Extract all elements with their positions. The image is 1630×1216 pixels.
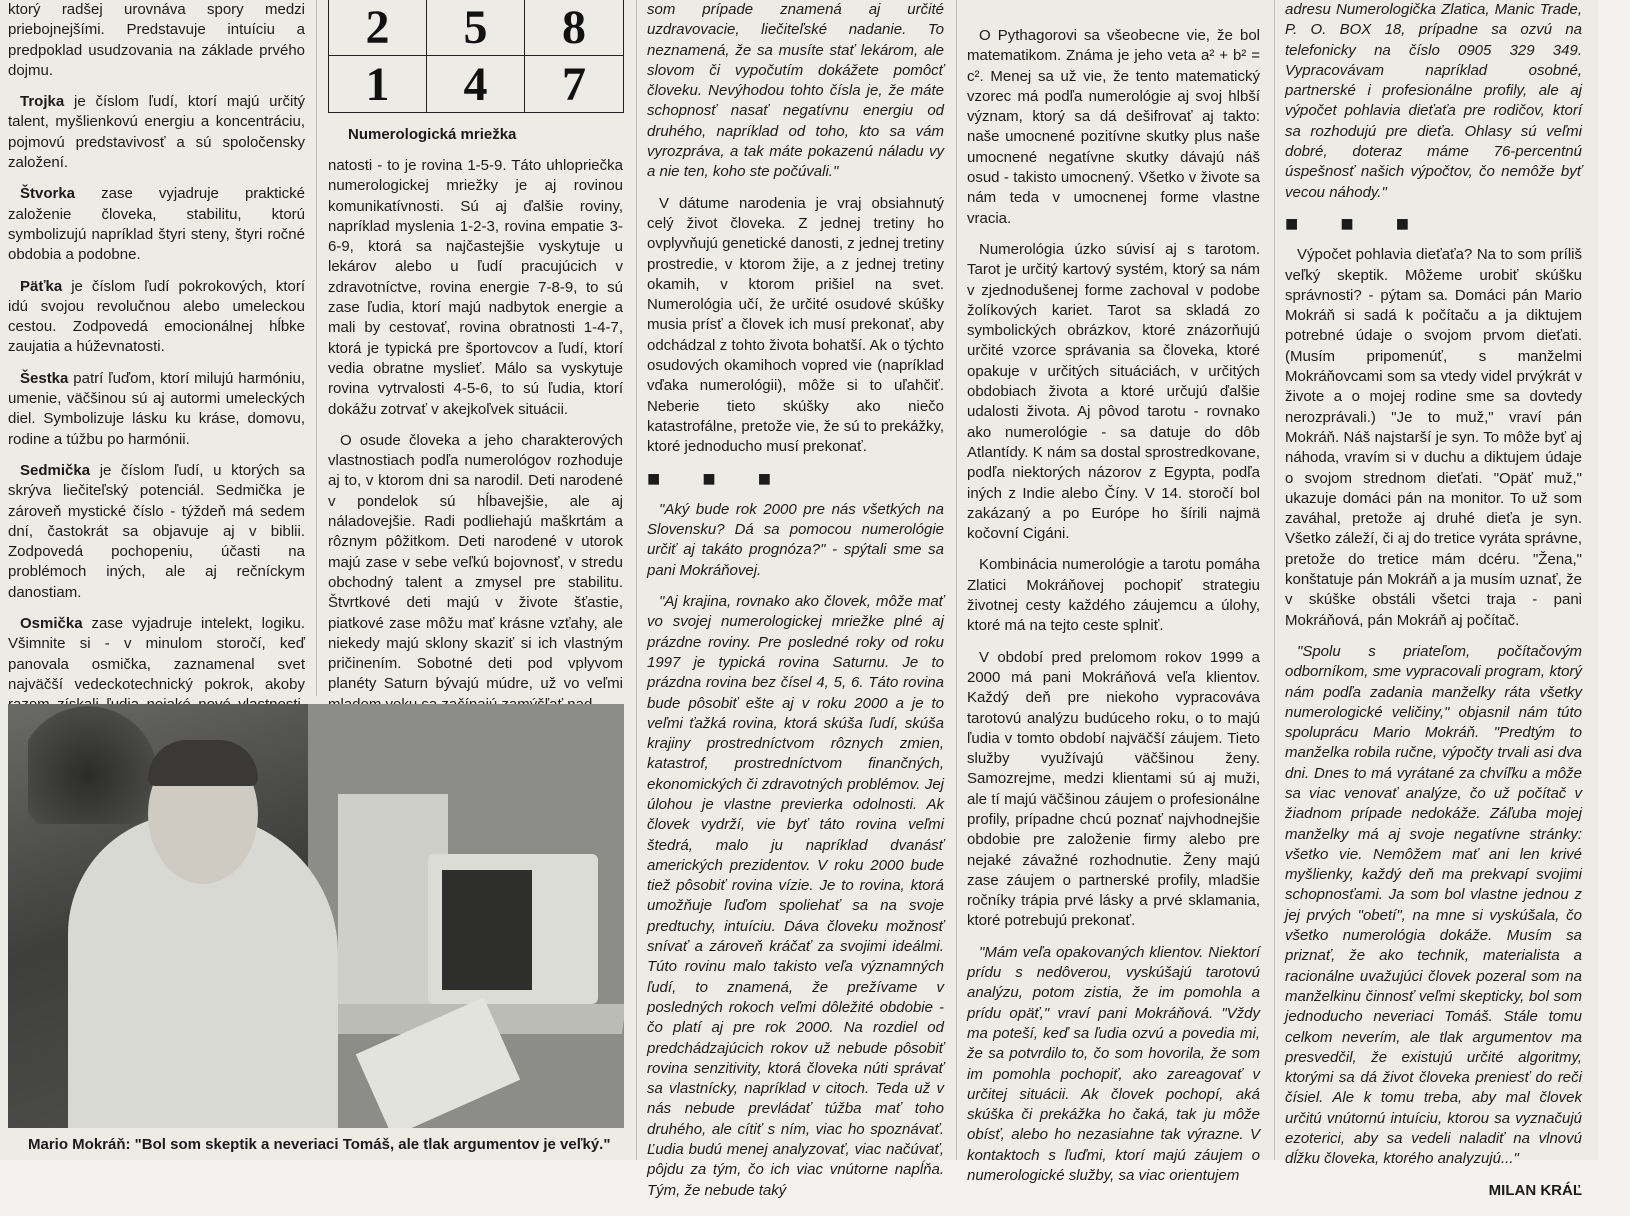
photo-caption: Mario Mokráň: "Bol som skeptik a neveriaci Tomáš, ale tlak argumentov je veľký." <box>28 1136 611 1153</box>
paragraph <box>8 184 305 265</box>
paragraph: O Pythagorovi sa všeobecne vie, že bol matematikom. Známa je jeho veta a² + b² = c². Menej sa už vie, že tento matematický vzorec má podľa numerológie aj svoj hlbší význam, ktorý sa dá dešifrovať aj takto: naše umocnené pozitívne skutky plus naše umocnené negatívne skutky dávajú náš osud - takisto umocnený. Všetko v živote sa nám teda v umocnenej forme vlastne vracia. <box>967 27 1260 227</box>
column-divider <box>636 0 637 1160</box>
article-column-3 <box>647 0 944 1212</box>
numerology-grid <box>328 0 624 113</box>
number-term: Sedmička <box>20 461 91 479</box>
paragraph-text: zase vyjadruje intelekt, logiku. Všimnite si - v minulom storočí, keď panovala osmička, zaznamenal svet najväčší vedeckotechnický pokrok, akoby <box>8 615 305 693</box>
number-term: Štvorka <box>20 185 76 203</box>
paragraph <box>8 369 305 450</box>
screen-shape <box>442 870 532 990</box>
grid-cell: 2 <box>329 0 427 56</box>
paragraph: Numerológia úzko súvisí aj s tarotom. Tarot je určitý kartový systém, ktorý sa nám v zjednodušenej forme zachoval v podobe žolíkových kariet. Tarot sa skladá zo symbolických obrázkov, ktoré znázorňujú určité vzorce správania sa človeka, ktoré opakuje v určitých situáciách, v určitých obdobiach života a ktoré určujú ďalšie udalosti života. Aj pôvod tarotu - rovnako ako numerológie - sa datuje do dôb Atlantídy. K nám sa dostal sprostredkovane, podľa niektorých názorov z Egypta, podľa iných z Indie alebo Číny. V 14. storočí bol zakázaný a po Európe ho šírili najmä kočovní Cigáni. <box>967 240 1260 543</box>
paragraph-text: je číslom ľudí, u ktorých sa skrýva liečiteľský potenciál. Sedmička je zároveň mystické číslo - týždeň má sedem dní, častokrát sa objavuje aj v biblii. Zodpovedá pochopeniu, účasti na problémoch iných, ale aj rečníckym danostiam. <box>8 461 305 601</box>
paragraph: adresu Numerologička Zlatica, Manic Trade, P. O. BOX 18, prípadne sa ozvú na telefonicky na číslo 0905 329 349. Vypracovávam napríklad osobné, partnerské i profesionálne profily, ale aj výpočet pohlavia dieťaťa pre rodičov, ktorí sa rozhodujú pre dieťa. Ohlasy sú veľmi dobré, doteraz máme 76-percentnú úspešnosť našich výpočtov, čo nemôže byť vecou náhody." <box>1285 1 1582 201</box>
article-column-1 <box>8 0 305 778</box>
number-term: Šestka <box>20 369 69 387</box>
number-term: Trojka <box>20 93 65 111</box>
paragraph-text: zase vyjadruje praktické založenie človeka, stabilitu, ktorú symbolizujú napríklad štyri steny, štyri ročné obdobia a podobne. <box>8 185 305 264</box>
paragraph: "Spolu s priateľom, počítačovým odborníkom, sme vypracovali program, ktorý nám podľa zadania manželky ráta všetky numerologické veličiny," objasnil nám túto spoluprácu Mario Mokráň. "Predtým to manželka robila ručne, výpočty trvali asi dva dni. Dnes to má vyrátané za chvíľku a môže sa viac venovať analýze, čo už počítač v žiadnom prípade nedokáže. Záľuba mojej manželky má aj svoje negatívne stránky: všetko vie. Nemôžem mať ani len krivé myšlienky, každý deň ma prekvapí svojimi schopnosťami. Ja som bol vlastne jednou z jej prvých "obetí", na mne si vyskúšala, čo všetko numerológia dokáže. Musím sa priznať, že ako technik, materialista a racionálne uvažujúci človek pozeral som na manželkinu činnosť veľmi skepticky, bol som jednoducho neveriaci Tomáš. Stále tomu celkom neverím, ale tlak argumentov ma presvedčil, že existujú určité algoritmy, ktorými sa dá život človeka preniesť do reči čísiel. Ale k tomu treba, aby mal človek určitú vnútornú intuíciu, ktorou sa vyznačujú ezoterici, aby sa vedeli naladiť na vlnovú dĺžku človeka, ktorého analyzujú..." <box>1285 642 1582 1168</box>
paragraph: V období pred prelomom rokov 1999 a 2000 má pani Mokráňová veľa klientov. Každý deň pre niekoho vypracováva tarotovú analýzu budúceho roku, o to majú ľudia v tomto období najväčší záujem. Tieto služby využívajú väčšinou ženy. Samozrejme, medzi klientami sú aj muži, ale tí majú väčšinou záujem o profesionálne profily, prípadne chcú poznať najvhodnejšie obdobie pre založenie firmy alebo pre nejaké závažné rozhodnutie. Ženy majú zase záujem o partnerské profily, mladšie ročníky trápia prvé lásky a prvé sklamania, ktoré potrebujú prekonať. <box>967 648 1260 930</box>
section-divider: ■ ■ ■ <box>647 465 790 491</box>
grid-cell: 8 <box>525 0 623 56</box>
column-divider <box>316 0 317 696</box>
paragraph-text: patrí ľuďom, ktorí milujú harmóniu, umenie, väčšinou sú aj autormi umeleckých diel. Symbolizuje lásku ku kráse, domovu, rodine a túžbu po harmónii. <box>8 369 305 448</box>
paragraph: "Mám veľa opakovaných klientov. Niektorí prídu s nedôverou, vyskúšajú tarotovú analýzu, potom zistia, že im pomohla a prídu opäť," vraví pani Mokráňová. "Vždy ma poteší, keď sa ľudia ozvú a povedia mi, že sa potvrdilo to, čo som hovorila, že som im pomohla pochopiť, ako zareagovať v určitej situácii. Ak človek pochopí, aká skúška či prekážka ho čaká, tak ju môže obísť, alebo ho nezasiahne tak výrazne. V kontaktoch s ľuďmi, ktorí majú záujem o numerologické služby, sa viac orientujem <box>967 943 1260 1185</box>
paragraph: natosti - to je rovina 1-5-9. Táto uhlopriečka numerologickej mriežky je aj rovinou komunikatívnosti. Sú aj ďalšie roviny, napríklad myslenia 1-2-3, rovina empatie 3-6-9, ktorá sa najčastejšie vyskytuje u lekárov alebo u ľudí pracujúcich v zdravotníctve, rovina energie 7-8-9, to sú zase ľudia, ktorí majú nadbytok energie a mali by cestovať, rovina obratnosti 1-4-7, ktorá je typická pre športovcov a ľudí, ktorí vedia obratne myslieť. Málo sa vyskytuje rovina vytrvalosti 4-5-6, to sú ľudia, ktorí dokážu zotrvať v akejkoľvek situácii. <box>328 157 623 418</box>
number-term: Osmička <box>20 615 83 633</box>
paragraph <box>8 277 305 358</box>
article-column-4 <box>967 26 1260 1197</box>
grid-caption: Numerologická mriežka <box>348 126 517 143</box>
hair-shape <box>148 740 258 786</box>
paragraph: Výpočet pohlavia dieťaťa? Na to som príliš veľký skeptik. Môžeme urobiť skúšku správnosti? - pýtam sa. Domáci pán Mario Mokráň si sadá k počítaču a ja diktujem potrebné údaje o svojom prvom dieťati. (Musím pripomenúť, s manželmi Mokráňovcami som sa vtedy videl prvýkrát v živote a o mojej rodine sme sa dovtedy nerozprávali.) "Je to muž," vraví pán Mokráň. Náš najstarší je syn. To môže byť aj náhoda, vravím si v duchu a diktujem údaje o svojom strednom dieťati. "Opäť muž," ukazuje domáci pán na monitor. To už som zaváhal, pretože aj druhé dieťa je syn. Všetko záleží, či aj do tretice vyráta správne, pretože do tretice mám dcéru. "Žena," konštatuje pán Mokráň a ja musím uznať, že v skúške obstáli všetci traja - pani Mokráňová, pán Mokráň aj počítač. <box>1285 246 1582 629</box>
grid-cell: 4 <box>427 56 525 112</box>
paragraph <box>8 461 305 603</box>
number-term: Päťka <box>20 277 63 295</box>
paragraph-text: je číslom ľudí pokrokových, ktorí idú svojou revolučnou alebo umeleckou cestou. Zodpovedá emocionálnej hĺbke zaujatia a húževnatosti. <box>8 277 305 356</box>
paragraph: O osude človeka a jeho charakterových vlastnostiach podľa numerológov rozhoduje aj to, v ktorom dni sa narodil. Deti narodené v pondelok sú hĺbavejšie, ale aj náladovejšie. Radi podliehajú maškrtám a rôznym pôžitkom. Deti narodené v utorok majú zase v sebe veľkú bojovnosť, v stredu obchodný talent a zmysel pre stabilitu. Štvrtkové deti majú v živote šťastie, piatkové zase môžu mať krásne vzťahy, ale niekedy majú sklony skaziť si ich vlastným pričinením. Sobotné deti pod vplyvom planéty Saturn bývajú múdre, už vo veľmi <box>328 431 623 693</box>
grid-cell: 7 <box>562 57 586 111</box>
paragraph: som prípade znamená aj určité uzdravovacie, liečiteľské nadanie. To neznamená, že sa musíte stať lekárom, ale slovom či vypočutím dokážete pomôcť človeku. Nevýhodou tohto čísla je, že máte schopnosť nasať negatívnu energiu od druhého, napríklad od toho, kto sa vám vyrozpráva, a tak máte pokazenú náladu vy a nie ten, koho ste počúvali." <box>647 1 944 181</box>
column-divider <box>956 0 957 1160</box>
column-divider <box>1274 0 1275 1160</box>
paragraph-text: je číslom ľudí, ktorí majú určitý talent, myšlienkovú energiu a koncentráciu, pojmovú predstavivosť a sú spoločensky založení. <box>8 93 305 172</box>
section-divider: ■ ■ ■ <box>1285 210 1428 236</box>
author-byline: MILAN KRÁĽ <box>1488 1181 1582 1199</box>
paragraph: "Aký bude rok 2000 pre nás všetkých na Slovensku? Dá sa pomocou numerológie určiť aj takáto prognóza?" - spýtali sme sa pani Mokráňovej. <box>647 500 944 579</box>
article-photo <box>8 704 624 1128</box>
paragraph: V dátume narodenia je vraj obsiahnutý celý život človeka. Z jednej tretiny ho ovplyvňujú genetické danosti, z jednej tretiny prostredie, v ktorom žije, a z jednej tretiny okamih, v ktorom prišiel na svet. Numerológia učí, že určité osudové skúšky musia prísť a človek ich musí prekonať, aby odchádzal z tohto života bohatší. Ak o týchto osudových okamihoch vopred vie (napríklad vďaka numerológii), môže si to uľahčiť. Neberie tieto skúšky ako niečo katastrofálne, pretože vie, že sú to prekážky, ktoré jednoducho musí prekonať. <box>647 194 944 456</box>
paragraph: "Aj krajina, rovnako ako človek, môže mať vo svojej numerologickej mriežke plné aj prázdne roviny. Pre posledné roky od roku 1997 je typická rovina Saturnu. Je to prázdna rovina bez čísel 4, 5, 6. Táto rovina bude pôsobiť ešte aj v roku 2000 a je to veľmi ťažká rovina, ktorá skúša ľudí, skúša krajiny prostredníctvom rôznych zmien, katastrof, prostredníctvom finančných, ekonomických či zdravotných problémov. Jej úlohou je vlastne previerka odolnosti. Ak človek vydrží, vie byť táto rovina veľmi štedrá, malo ju napríklad dvanásť amerických prezidentov. V roku 2000 bude tiež pôsobiť rovina vízie. Je to rovina, ktorá umožňuje ľuďom spoliehať sa na svoje predtuchy, intuíciu. Dáva človeku možnosť snívať a zároveň kráčať za svojimi ideálmi. Túto rovinu malo takisto veľa významných ľudí, to znamená, že prežívame v posledných rokoch veľmi dôležité obdobie - čo platí aj pre rok 2000. Na rozdiel od predchádzajúcich rokov už nebude pôsobiť rovina senzitivity, ktorá človeka núti správať sa vlastnícky, napríklad v citoch. Teda už v nás nebude prevládať túžba mať toho druhého, ale cítiť s ním, viac ho spoznávať. Ľudia budú menej analyzovať, viac načúvať, pôjdu za tým, čo ich viac vnútorne napĺňa. Tým, že nebude taký <box>647 593 944 1199</box>
grid-cell: 1 <box>329 56 427 112</box>
paragraph: ktorý radšej urovnáva spory medzi priebojnejšími. Predstavuje intuíciu a predpoklad usudzovania na základe prvého dojmu. <box>8 1 305 79</box>
article-column-5 <box>1285 0 1582 1212</box>
paragraph <box>8 92 305 173</box>
paragraph: Kombinácia numerológie a tarotu pomáha Zlatici Mokráňovej pochopiť strategiu životnej cesty každého záujemcu a úlohy, ktoré má na tejto ceste splniť. <box>967 556 1260 635</box>
grid-cell: 5 <box>427 0 525 56</box>
article-column-2 <box>328 156 623 726</box>
